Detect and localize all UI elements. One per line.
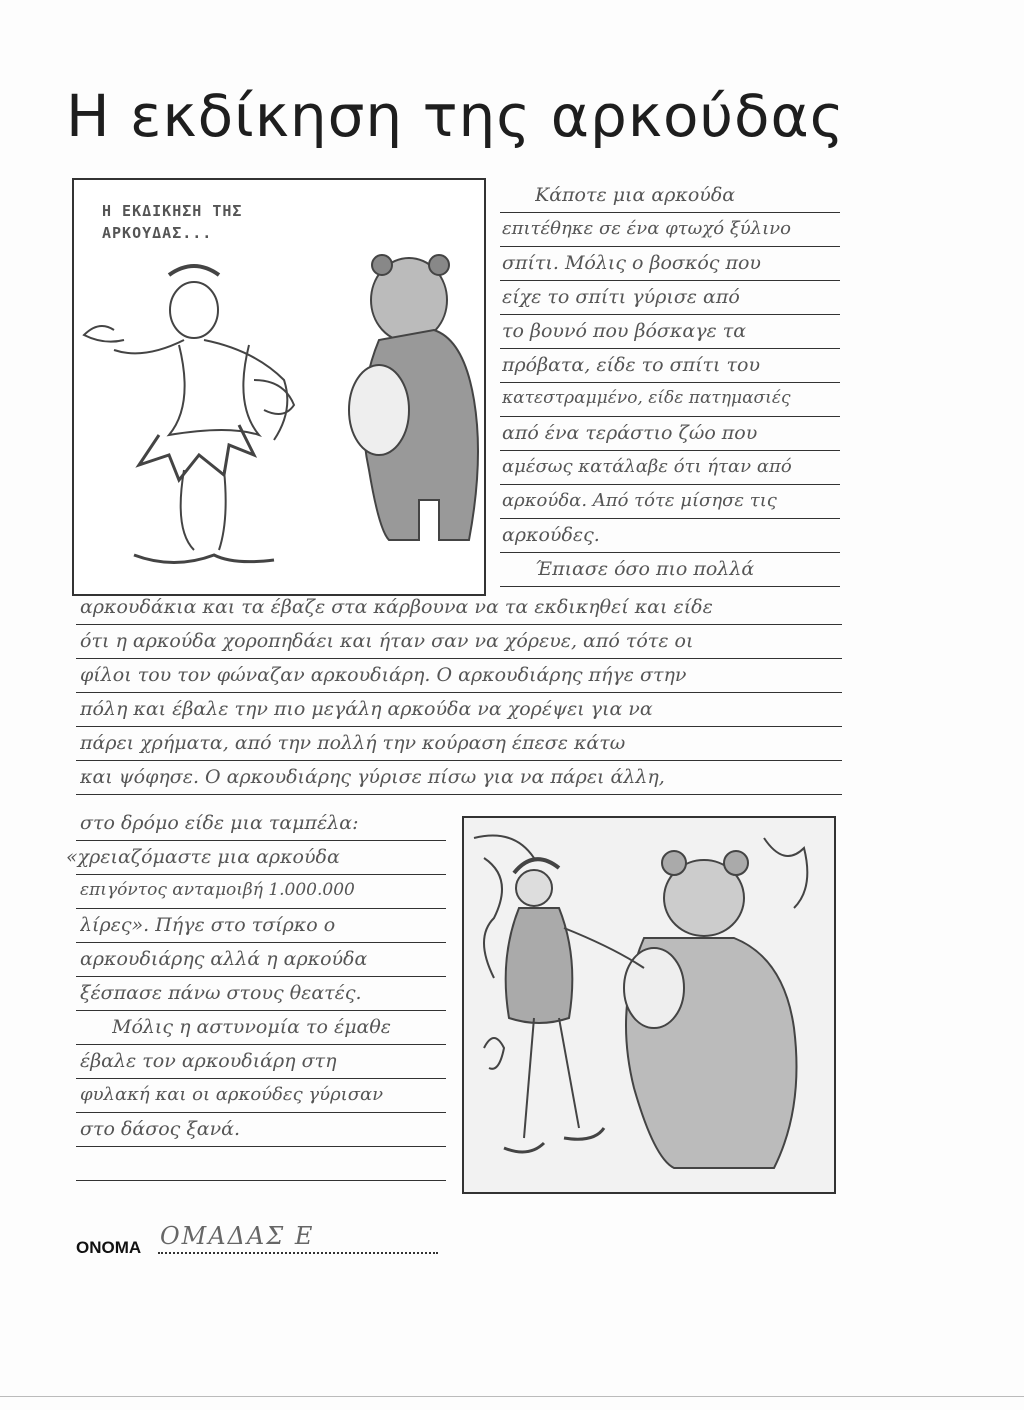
story-line: φυλακή και οι αρκούδες γύρισαν [80, 1084, 384, 1105]
ruled-line [500, 552, 840, 553]
story-line: πόλη και έβαλε την πιο μεγάλη αρκούδα να χορέψει για να [80, 698, 653, 720]
ruled-line [76, 624, 842, 625]
story-line: πάρει χρήματα, από την πολλή την κούραση έπεσε κάτω [80, 732, 626, 754]
caption-line-1: Η ΕΚΔΙΚΗΣΗ ΤΗΣ [102, 202, 243, 220]
story-line: είχε το σπίτι γύρισε από [502, 286, 740, 308]
ruled-line [500, 518, 840, 519]
ruled-line [76, 1112, 446, 1113]
ruled-line [76, 976, 446, 977]
ruled-line [76, 1044, 446, 1045]
ruled-line [76, 1078, 446, 1079]
ruled-line [76, 692, 842, 693]
ruled-line [500, 382, 840, 383]
story-line: επιγόντος ανταμοιβή 1.000.000 [80, 880, 355, 900]
story-line: από ένα τεράστιο ζώο που [502, 422, 758, 444]
story-line: στο δάσος ξανά. [80, 1118, 241, 1140]
ruled-line [500, 314, 840, 315]
ruled-line [76, 760, 842, 761]
ruled-line [76, 794, 842, 795]
story-line: επιτέθηκε σε ένα φτωχό ξύλινο [502, 218, 791, 239]
name-label: ΟΝΟΜΑ [76, 1238, 142, 1257]
page-edge [0, 1396, 1024, 1397]
story-line: πρόβατα, είδε το σπίτι του [502, 354, 761, 376]
ruled-line [500, 416, 840, 417]
story-line: ότι η αρκούδα χοροπηδάει και ήταν σαν να χόρευε, από τότε οι [80, 630, 694, 652]
ruled-line [76, 942, 446, 943]
story-line: Έπιασε όσο πιο πολλά [535, 558, 755, 580]
ruled-line [76, 874, 446, 875]
ruled-line [76, 840, 446, 841]
story-line: φίλοι του τον φώναζαν αρκουδιάρη. Ο αρκουδιάρης πήγε στην [80, 664, 687, 686]
ruled-line [76, 1180, 446, 1181]
story-line: ξέσπασε πάνω στους θεατές. [80, 982, 362, 1004]
ruled-line [500, 450, 840, 451]
ruled-line [76, 908, 446, 909]
ruled-line [500, 348, 840, 349]
story-line: και ψόφησε. Ο αρκουδιάρης γύρισε πίσω για να πάρει άλλη, [80, 766, 665, 788]
story-line: αρκουδάκια και τα έβαζε στα κάρβουνα να τα εκδικηθεί και είδε [80, 596, 713, 618]
ruled-line [500, 212, 840, 213]
story-line: αρκούδα. Από τότε μίσησε τις [502, 490, 777, 511]
name-value: ΟΜΑΔΑΣ Ε [160, 1222, 315, 1250]
ruled-line [500, 484, 840, 485]
dancing-bear-drawing [74, 180, 484, 594]
ruled-line [76, 1010, 446, 1011]
ruled-line [76, 726, 842, 727]
story-line: κατεστραμμένο, είδε πατημασιές [502, 388, 791, 408]
story-line: αρκουδιάρης αλλά η αρκούδα [80, 948, 368, 970]
illustration-dancing-bear [72, 178, 486, 596]
story-line: το βουνό που βόσκαγε τα [502, 320, 747, 342]
name-dotted-line [158, 1252, 438, 1254]
caption-line-2: ΑΡΚΟΥΔΑΣ... [102, 224, 213, 242]
illustration-bear-trainer [462, 816, 836, 1194]
story-line: σπίτι. Μόλις ο βοσκός που [502, 252, 761, 274]
ruled-line [500, 586, 840, 587]
ruled-line [500, 246, 840, 247]
story-line: αμέσως κατάλαβε ότι ήταν από [502, 456, 792, 477]
ruled-line [76, 1146, 446, 1147]
story-line: στο δρόμο είδε μια ταμπέλα: [80, 812, 359, 834]
bear-trainer-drawing [464, 818, 834, 1192]
story-line: λίρες». Πήγε στο τσίρκο ο [80, 914, 336, 936]
story-line: Κάποτε μια αρκούδα [535, 184, 736, 206]
ruled-line [76, 658, 842, 659]
story-line: αρκούδες. [502, 524, 600, 546]
ruled-line [500, 280, 840, 281]
story-line: Μόλις η αστυνομία το έμαθε [112, 1016, 392, 1038]
story-line: έβαλε τον αρκουδιάρη στη [80, 1050, 337, 1072]
story-line: «χρειαζόμαστε μια αρκούδα [66, 846, 340, 868]
page-title: Η εκδίκηση της αρκούδας [66, 82, 845, 150]
